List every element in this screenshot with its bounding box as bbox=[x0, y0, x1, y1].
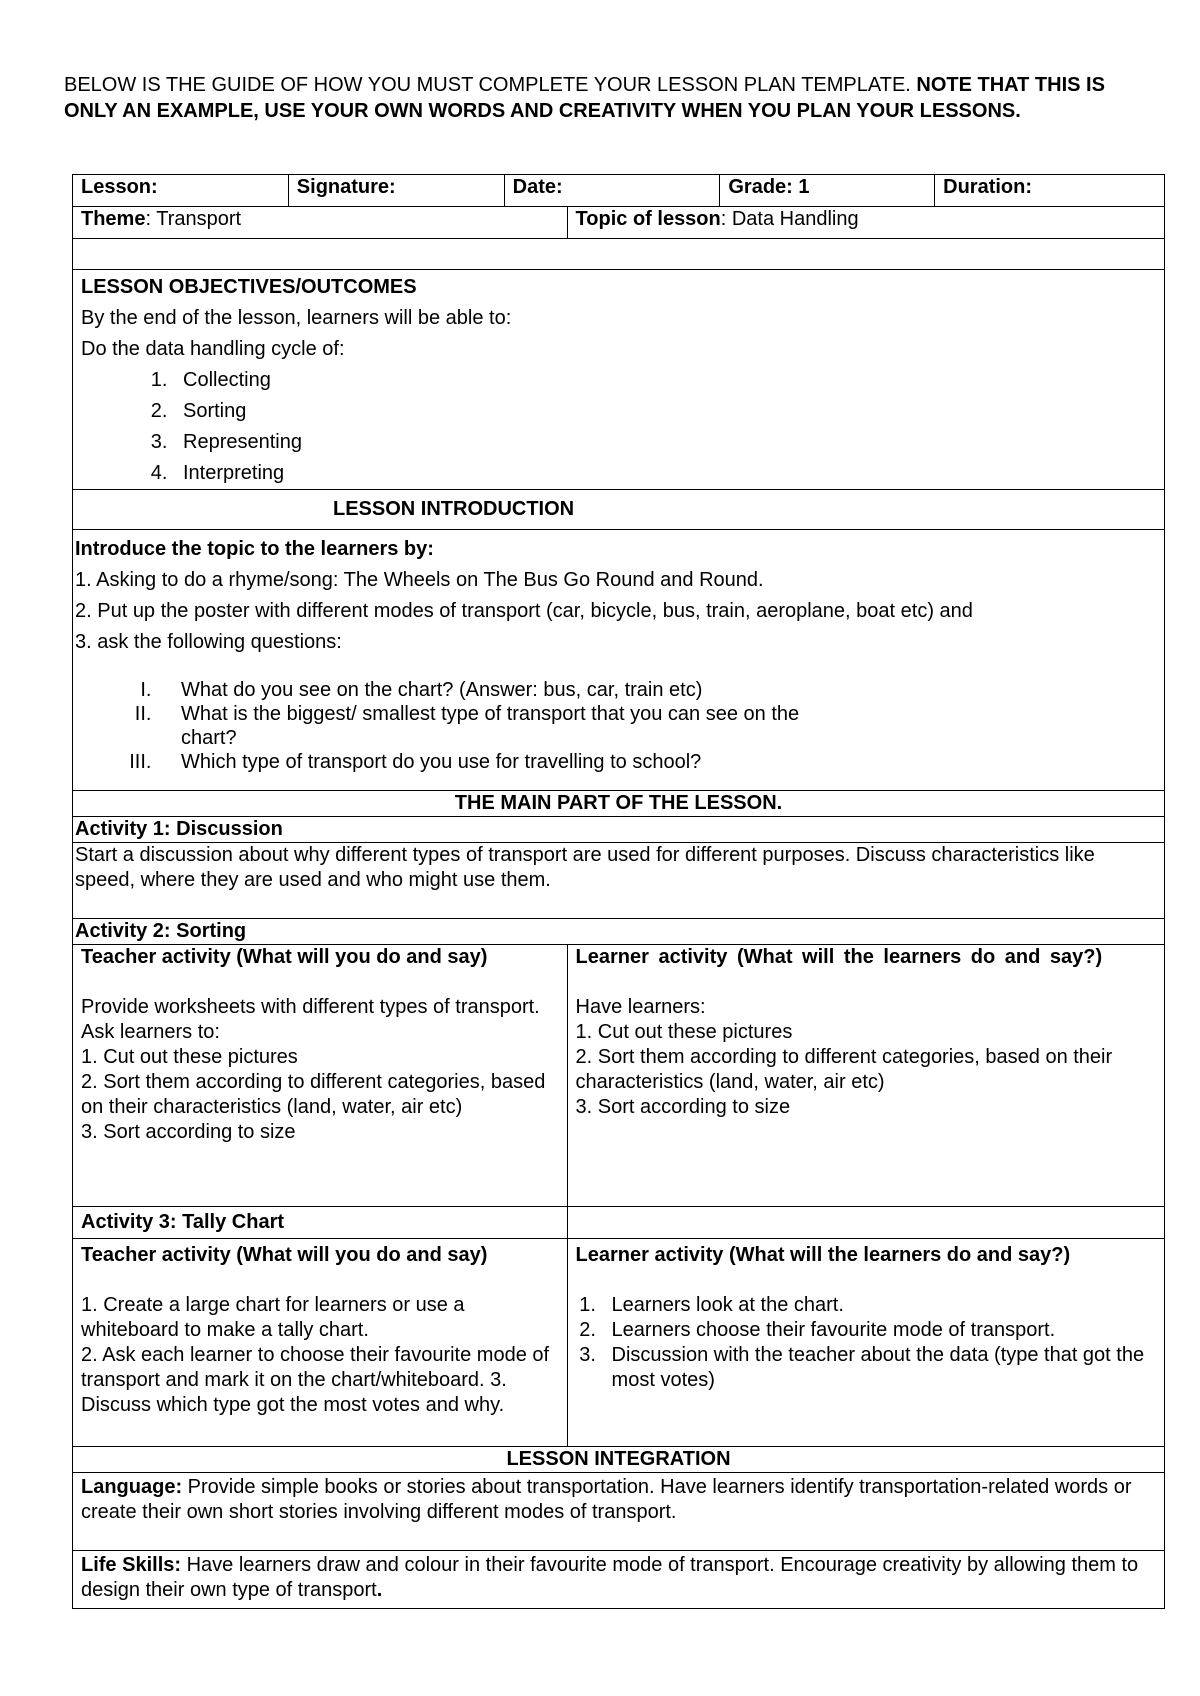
introduction-step-3: 3. ask the following questions: bbox=[75, 631, 342, 653]
main-heading-row bbox=[73, 791, 1165, 817]
lesson-plan-table bbox=[72, 174, 1165, 1609]
list-item: 3. Representing bbox=[173, 427, 1156, 458]
activity2-teacher-cell: Teacher activity (What will you do and say) Provide worksheets with different types of transport. Ask learners to: 1. Cut out these pictures 2. Sort them according to different categories, based on their characteristics (land, water, air etc) 3. Sort according to size bbox=[73, 945, 568, 1207]
teacher-heading: Teacher activity (What will you do and say) bbox=[81, 1244, 488, 1266]
list-item: III. Which type of transport do you use for travelling to school? bbox=[157, 750, 1156, 774]
life-skills-cell: Life Skills: Have learners draw and colour in their favourite mode of transport. Encourage creativity by allowing them to design their own type of transport. bbox=[73, 1551, 1165, 1609]
theme-field: Theme: Transport bbox=[73, 207, 568, 239]
list-item: 4. Interpreting bbox=[173, 458, 1156, 489]
introduction-step-2: 2. Put up the poster with different modes of transport (car, bicycle, bus, train, aeroplane, boat etc) and bbox=[75, 600, 973, 622]
activity2-title-row bbox=[73, 919, 1165, 945]
integration-heading: LESSON INTEGRATION bbox=[73, 1447, 1165, 1473]
list-item: II. What is the biggest/ smallest type of transport that you can see on the chart? bbox=[157, 702, 821, 750]
instruction-header bbox=[64, 72, 1144, 124]
signature-field: Signature: bbox=[288, 175, 504, 207]
list-item: 2. Learners choose their favourite mode of transport. bbox=[602, 1318, 1156, 1343]
activity1-title: Activity 1: Discussion bbox=[73, 817, 1165, 843]
introduction-heading-row bbox=[73, 490, 1165, 530]
objectives-heading: LESSON OBJECTIVES/OUTCOMES bbox=[81, 276, 417, 298]
blank-row bbox=[73, 239, 1165, 270]
lesson-field: Lesson: bbox=[73, 175, 289, 207]
list-item: 2. Sorting bbox=[173, 396, 1156, 427]
introduction-step-1: 1. Asking to do a rhyme/song: The Wheels on The Bus Go Round and Round. bbox=[75, 569, 764, 591]
list-item: 1. Learners look at the chart. bbox=[602, 1293, 1156, 1318]
grade-field: Grade: 1 bbox=[720, 175, 935, 207]
header-row bbox=[73, 175, 1165, 207]
life-skills-row bbox=[73, 1551, 1165, 1609]
topic-field: Topic of lesson: Data Handling bbox=[567, 207, 1164, 239]
list-item: 1. Collecting bbox=[173, 365, 1156, 396]
activity3-title-row bbox=[73, 1207, 1165, 1239]
list-item: 3. Discussion with the teacher about the data (type that got the most votes) bbox=[602, 1343, 1156, 1393]
introduction-questions bbox=[75, 678, 1156, 774]
activity1-text: Start a discussion about why different types of transport are used for different purposes. Discuss characteristics like speed, where they are used and who might use them. bbox=[73, 843, 1165, 919]
instruction-note: NOTE THAT THIS IS ONLY AN EXAMPLE, USE YOUR OWN WORDS AND CREATIVITY WHEN YOU PLAN YOUR LESSONS. bbox=[64, 74, 1105, 122]
introduction-lead: Introduce the topic to the learners by: bbox=[75, 538, 434, 560]
language-row bbox=[73, 1473, 1165, 1551]
date-field: Date: bbox=[504, 175, 720, 207]
main-heading: THE MAIN PART OF THE LESSON. bbox=[73, 791, 1165, 817]
introduction-heading: LESSON INTRODUCTION bbox=[73, 490, 1165, 530]
activity3-learner-cell bbox=[567, 1239, 1164, 1447]
teacher-heading: Teacher activity (What will you do and say) bbox=[81, 946, 488, 968]
activity1-title-row bbox=[73, 817, 1165, 843]
activity3-teacher-cell: Teacher activity (What will you do and say) 1. Create a large chart for learners or use a whiteboard to make a tally chart. 2. Ask each learner to choose their favourite mode of transport and mark it on the chart/whiteboard. 3. Discuss which type got the most votes and why. bbox=[73, 1239, 568, 1447]
learner-heading: Learner activity (What will the learners do and say?) bbox=[575, 1244, 1071, 1266]
list-item: I. What do you see on the chart? (Answer: bus, car, train etc) bbox=[157, 678, 1156, 702]
objectives-list bbox=[81, 365, 1156, 489]
objectives-row bbox=[73, 270, 1165, 490]
language-cell: Language: Provide simple books or stories about transportation. Have learners identify transportation-related words or create their own short stories involving different modes of transport. bbox=[73, 1473, 1165, 1551]
introduction-row bbox=[73, 530, 1165, 791]
activity2-title: Activity 2: Sorting bbox=[73, 919, 1165, 945]
theme-row bbox=[73, 207, 1165, 239]
activity3-row bbox=[73, 1239, 1165, 1447]
activity3-learner-list bbox=[576, 1293, 1156, 1393]
activity1-row bbox=[73, 843, 1165, 919]
activity2-row bbox=[73, 945, 1165, 1207]
activity2-learner-cell: Learner activity (What will the learners do and say?) Have learners: 1. Cut out these pictures 2. Sort them according to different categories, based on their characteristics (land, water, air etc) 3. Sort according to size bbox=[567, 945, 1164, 1207]
integration-heading-row bbox=[73, 1447, 1165, 1473]
duration-field: Duration: bbox=[935, 175, 1165, 207]
objectives-line-1: By the end of the lesson, learners will be able to: bbox=[81, 307, 512, 329]
activity3-title: Activity 3: Tally Chart bbox=[73, 1207, 568, 1239]
objectives-line-2: Do the data handling cycle of: bbox=[81, 338, 345, 360]
instruction-text: BELOW IS THE GUIDE OF HOW YOU MUST COMPLETE YOUR LESSON PLAN TEMPLATE. bbox=[64, 74, 917, 96]
learner-heading: Learner activity (What will the learners do and say?) bbox=[575, 946, 1103, 968]
